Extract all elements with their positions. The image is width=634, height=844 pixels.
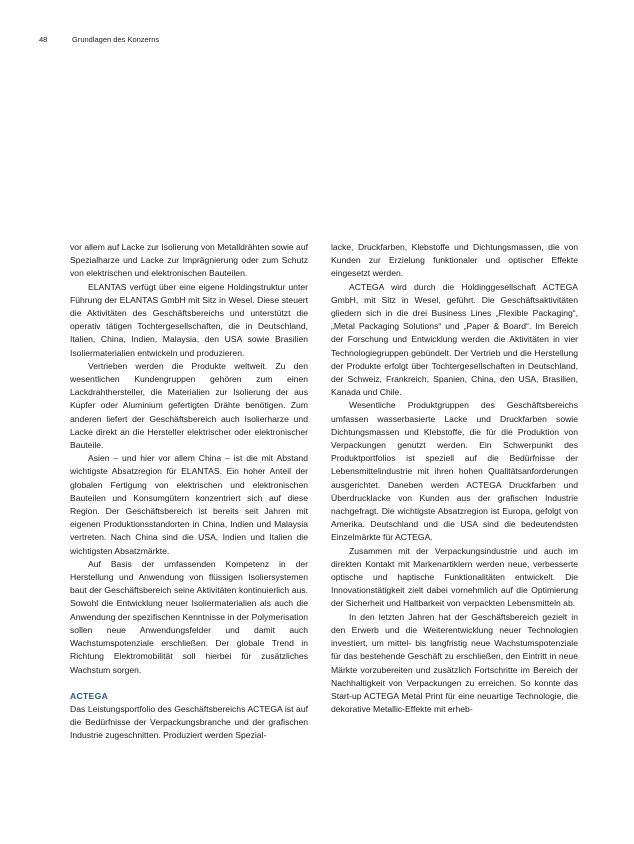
right-paragraph-2: ACTEGA wird durch die Holdinggesellschaft ACTEGA GmbH, mit Sitz in Wesel, geführt. Die Geschäftsaktivitäten gliedern sich in die drei Business Lines „Flexible Packaging“, „Metal Packaging Solutions“ und „Paper & Board“. Im Bereich der Forschung und Entwicklung werden die Aktivitäten in vier Technologiegruppen gebündelt. Der Vertrieb und die Herstellung der Produkte erfolgt über Tochtergesellschaften in Deutschland, der Schweiz, Frankreich, Spanien, China, den USA, Brasilien, Kanada und Chile. — [331, 281, 578, 398]
left-paragraph-3: Vertrieben werden die Produkte weltweit. Zu den wesentlichen Kundengruppen gehören zum einen Lackdrahthersteller, die Materialien zur Isolierung der aus Kupfer oder Aluminium gefertigten Drähte benötigen. Zum anderen liefert der Geschäftsbereich auch Isolierharze und Lacke direkt an die Hersteller elektrischer oder elektronischer Bauteile. — [70, 360, 308, 451]
left-paragraph-6: Das Leistungsportfolio des Geschäftsbereichs ACTEGA ist auf die Bedürfnisse der Verpackungsbranche und der grafischen Industrie zugeschnitten. Produziert werden Spezial- — [70, 703, 308, 741]
right-paragraph-5: In den letzten Jahren hat der Geschäftsbereich gezielt in den Erwerb und die Weiterentwicklung neuer Technologien investiert, um mittel- bis langfristig neue Wachstumspotenziale für das bestehende Geschäft zu erschließen, den Eintritt in neue Märkte vorzubereiten und zusätzlich Fortschritte im Bereich der Nachhaltigkeit von Verpackungen zu erreichen. So konnte das Start-up ACTEGA Metal Print für eine neuartige Technologie, die dekorative Metallic-Effekte mit erheb- — [331, 611, 578, 715]
page-number: 48 — [39, 35, 48, 44]
right-paragraph-4: Zusammen mit der Verpackungsindustrie und auch im direkten Kontakt mit Markenartiklern werden neue, verbesserte optische und haptische Funktionalitäten entwickelt. Die Innovationstätigkeit zielt dabei vornehmlich auf die Optimierung der Sicherheit und Haltbarkeit von verpackten Lebensmitteln ab. — [331, 545, 578, 609]
right-paragraph-1: lacke, Druckfarben, Klebstoffe und Dichtungsmassen, die von Kunden zur Erzielung funktionaler und optischer Effekte eingesetzt werden. — [331, 242, 578, 279]
left-paragraph-2: ELANTAS verfügt über eine eigene Holdingstruktur unter Führung der ELANTAS GmbH mit Sitz in Wesel. Diese steuert die Aktivitäten des Geschäftsbereichs und unterstützt die operativ tätigen Tochtergesellschaften, die in Deutschland, Italien, China, Indien, Malaysia, den USA sowie Brasilien Isoliermaterialien entwickeln und produzieren. — [70, 281, 308, 358]
running-title: Grundlagen des Konzerns — [72, 35, 160, 44]
left-column — [70, 241, 308, 743]
left-paragraph-4: Asien – und hier vor allem China – ist die mit Abstand wichtigste Absatzregion für ELANTAS. Ein hoher Anteil der globalen Fertigung von elektrischen und elektronischen Bauteilen und Konsumgütern konzentriert sich auf diese Region. Der Geschäftsbereich ist bereits seit Jahren mit eigenen Produktionsstandorten in China, Indien und Malaysia vertreten. Nach China sind die USA, Indien und Italien die wichtigsten Absatzmärkte. — [70, 453, 308, 556]
section-heading-actega: ACTEGA — [70, 690, 109, 701]
left-paragraph-5: Auf Basis der umfassenden Kompetenz in der Herstellung und Anwendung von flüssigen Isoliersystemen baut der Geschäftsbereich seine Aktivitäten kontinuierlich aus. Sowohl die Entwicklung neuer Isoliermaterialien als auch die Anwendung der spezifischen Kenntnisse in der Polymerisation sollen neue Anwendungsfelder und damit auch Wachstumspotenziale erschließen. Der globale Trend in Richtung Elektromobilität soll hierbei für zusätzliches Wachstum sorgen. — [70, 558, 308, 675]
page-header — [39, 35, 159, 44]
right-paragraph-3: Wesentliche Produktgruppen des Geschäftsbereichs umfassen wasserbasierte Lacke und Druckfarben sowie Dichtungsmassen und Klebstoffe, die für die Produktion von Verpackungen genutzt werden. Ein Schwerpunkt des Produktportfolios ist speziell auf die Bedürfnisse der Lebensmittelindustrie mit ihren hohen Qualitätsanforderungen ausgerichtet. Daneben werden ACTEGA Druckfarben und Überdrucklacke von Kunden aus der grafischen Industrie nachgefragt. Die wichtigste Absatzregion ist Europa, gefolgt von Amerika. Deutschland und die USA sind die bedeutendsten Einzelmärkte für ACTEGA. — [331, 400, 578, 543]
left-paragraph-1: vor allem auf Lacke zur Isolierung von Metalldrähten sowie auf Spezialharze und Lacke zur Imprägnierung oder zum Schutz von elektrischen und elektronischen Bauteilen. — [70, 242, 308, 279]
right-column — [331, 241, 578, 716]
